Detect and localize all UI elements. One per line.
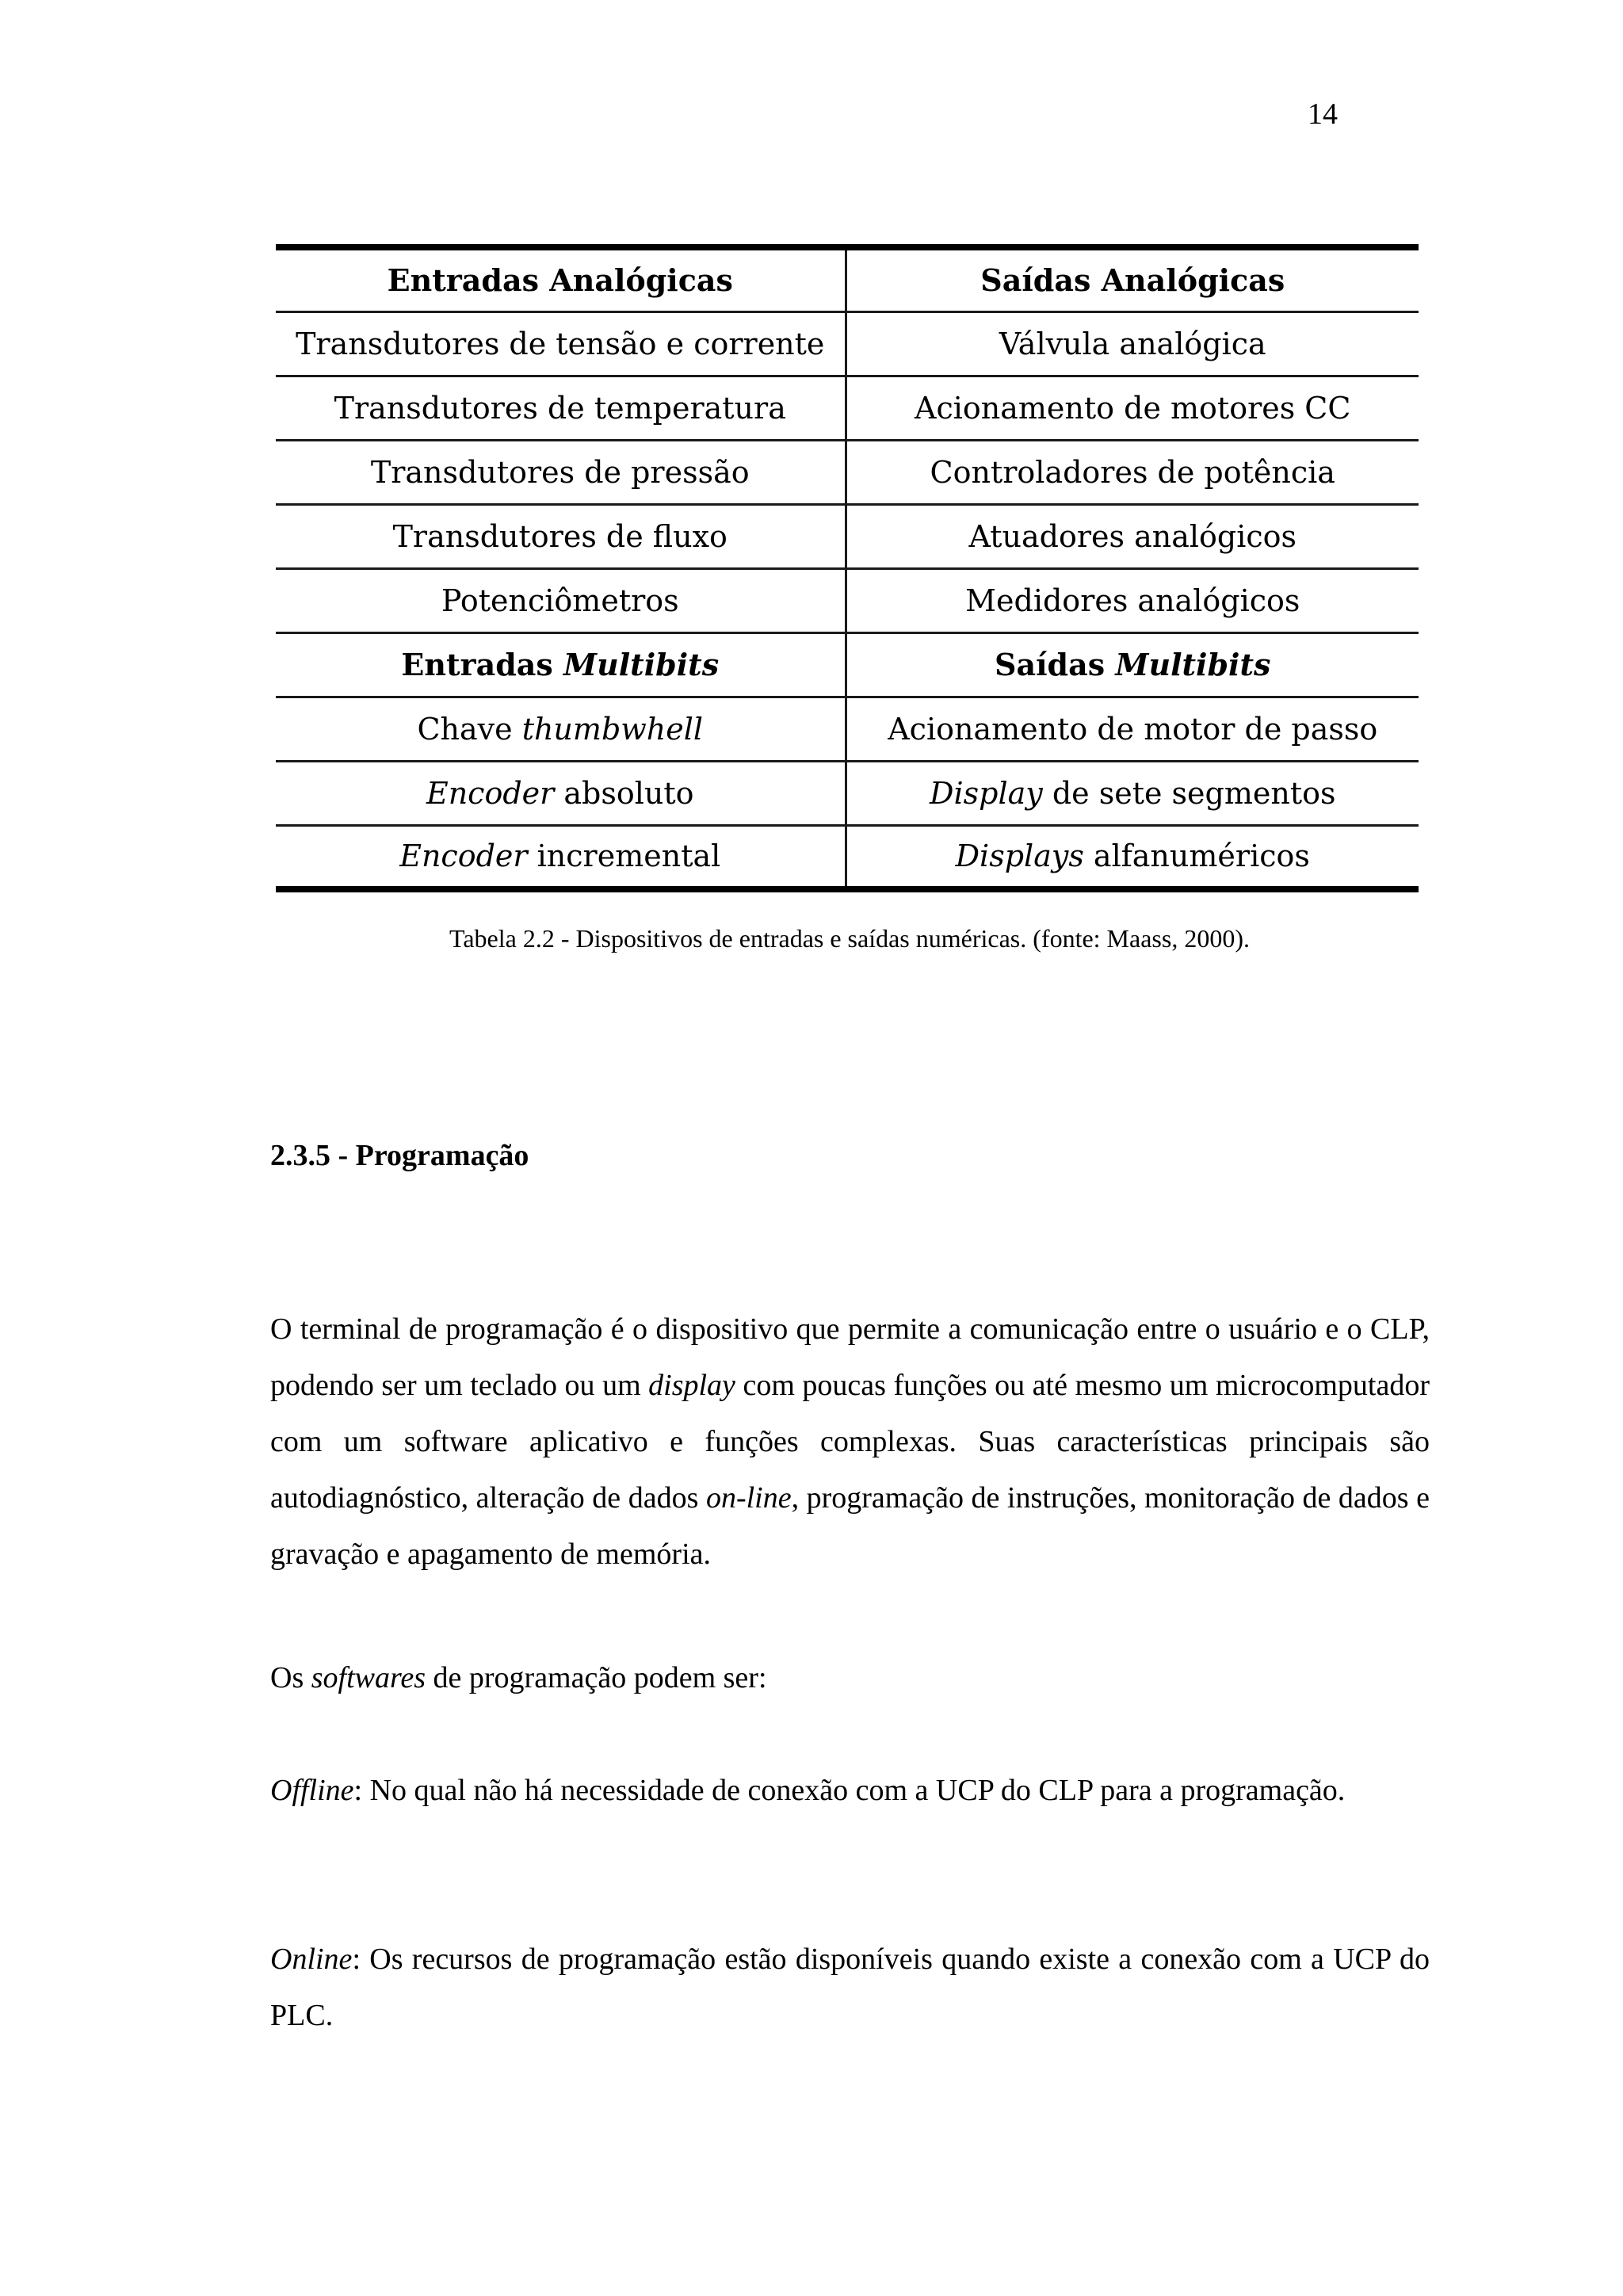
italic-term: Online	[270, 1943, 353, 1976]
cell-text: absoluto	[554, 775, 694, 811]
table-cell: Transdutores de tensão e corrente	[276, 311, 846, 376]
section-heading: 2.3.5 - Programação	[270, 1139, 529, 1172]
paragraph-offline	[270, 1763, 1430, 1819]
table-cell: Controladores de potência	[846, 440, 1419, 504]
table-cell: Válvula analógica	[846, 311, 1419, 376]
cell-italic-text: thumbwhell	[521, 711, 704, 747]
paragraph-online	[270, 1931, 1430, 2044]
italic-term: on-line	[705, 1481, 792, 1515]
table-cell: Transdutores de pressão	[276, 440, 846, 504]
cell-italic-text: Display	[930, 775, 1043, 811]
table-cell	[846, 761, 1419, 825]
table-cell: Potenciômetros	[276, 568, 846, 632]
paragraph-programming-terminal	[270, 1301, 1430, 1583]
table-cell: Transdutores de temperatura	[276, 376, 846, 440]
header-italic-text: Multibits	[1115, 647, 1271, 682]
paragraph-text: O terminal de programação é o dispositivo que permite a comunicação entre o usuário e o CLP, podendo ser um teclado ou um	[270, 1312, 1430, 1402]
table-row	[276, 761, 1419, 825]
header-analog-inputs: Entradas Analógicas	[276, 247, 846, 311]
cell-text: Chave	[417, 711, 522, 747]
cell-italic-text: Encoder	[399, 839, 528, 874]
header-italic-text: Multibits	[563, 647, 720, 682]
header-multibit-inputs	[276, 632, 846, 697]
table-row	[276, 568, 1419, 632]
paragraph-text: , programação de instruções, monitoração de dados e gravação e apagamento de memória.	[270, 1481, 1430, 1571]
header-text: Saídas	[995, 647, 1116, 682]
cell-text: alfanuméricos	[1083, 839, 1310, 874]
table-row	[276, 697, 1419, 761]
paragraph-text: : No qual não há necessidade de conexão com a UCP do CLP para a programação.	[353, 1774, 1346, 1807]
table-caption: Tabela 2.2 - Dispositivos de entradas e saídas numéricas. (fonte: Maass, 2000).	[449, 924, 1250, 953]
header-multibit-outputs	[846, 632, 1419, 697]
cell-italic-text: Displays	[955, 839, 1084, 874]
paragraph-text: com poucas funções ou até mesmo um microcomputador com um software aplicativo e funções complexas. Suas características principais são autodiagnóstico, alteração de dados	[270, 1369, 1430, 1515]
header-analog-outputs: Saídas Analógicas	[846, 247, 1419, 311]
header-text: Entradas	[401, 647, 564, 682]
paragraph-text: de programação podem ser:	[426, 1661, 767, 1694]
table-row	[276, 440, 1419, 504]
cell-text: incremental	[527, 839, 721, 874]
io-devices-table	[276, 244, 1419, 892]
page-number: 14	[1308, 97, 1338, 131]
table-cell	[276, 761, 846, 825]
table-subheader-row	[276, 632, 1419, 697]
table-row	[276, 504, 1419, 568]
paragraph-text: Os	[270, 1661, 311, 1694]
table-row	[276, 311, 1419, 376]
table-cell: Medidores analógicos	[846, 568, 1419, 632]
paragraph-software-types	[270, 1650, 1430, 1706]
table-cell: Acionamento de motor de passo	[846, 697, 1419, 761]
paragraph-text: : Os recursos de programação estão disponíveis quando existe a conexão com a UCP do PLC.	[270, 1943, 1430, 2032]
table-cell: Transdutores de fluxo	[276, 504, 846, 568]
table-cell: Atuadores analógicos	[846, 504, 1419, 568]
table-header-row	[276, 247, 1419, 311]
table-cell	[276, 825, 846, 889]
table-cell: Acionamento de motores CC	[846, 376, 1419, 440]
cell-italic-text: Encoder	[426, 775, 555, 811]
italic-term: softwares	[311, 1661, 426, 1694]
table-cell	[276, 697, 846, 761]
table-row	[276, 376, 1419, 440]
italic-term: display	[648, 1369, 735, 1402]
table-row	[276, 825, 1419, 889]
cell-text: de sete segmentos	[1042, 775, 1336, 811]
table-cell	[846, 825, 1419, 889]
italic-term: Offline	[270, 1774, 354, 1807]
